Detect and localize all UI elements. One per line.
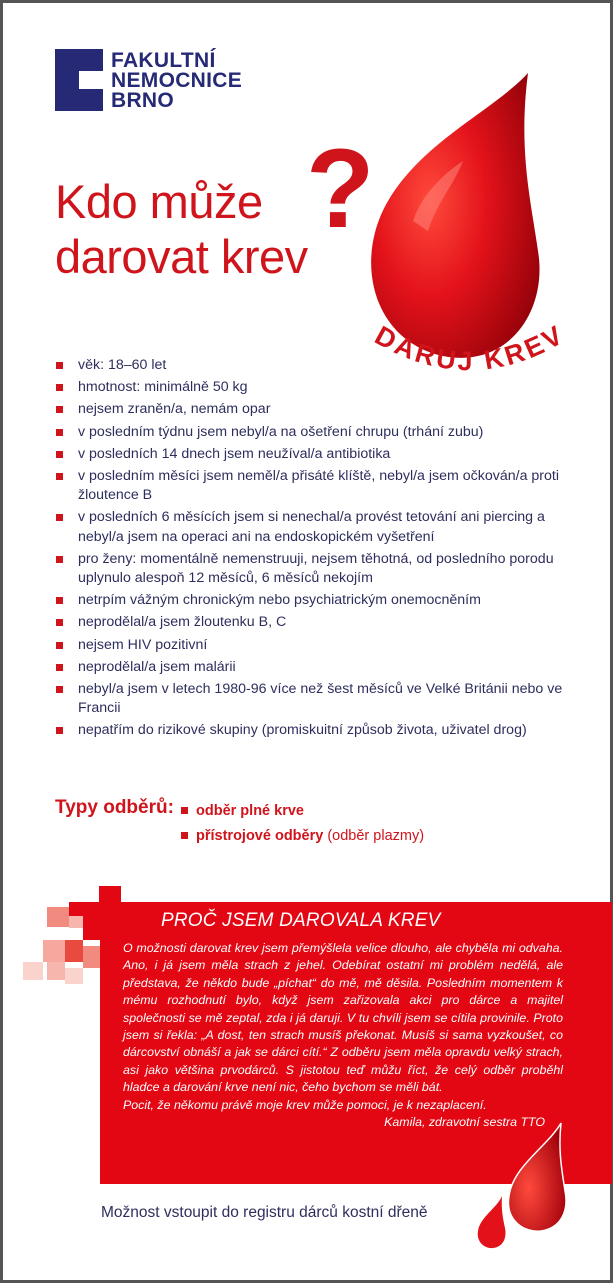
donor-story-text — [123, 940, 563, 1131]
hospital-name-line3: BRNO — [111, 89, 175, 112]
donation-type-apheresis — [180, 826, 424, 846]
hospital-logo-icon — [55, 49, 103, 111]
donation-type-apheresis-label: přístrojové odběry — [196, 828, 324, 844]
headline-line2: darovat krev — [55, 230, 308, 283]
criterion-weight: hmotnost: minimálně 50 kg — [55, 378, 575, 397]
criterion-women: pro ženy: momentálně nemenstruuji, nejsem těhotná, od posledního porodu uplynulo alespoň 12 měsíců, 6 měsíců nekojím — [55, 550, 575, 588]
donation-types-label: Typy odběrů: — [55, 797, 174, 818]
criterion-hepatitis: neprodělal/a jsem žloutenku B, C — [55, 613, 575, 632]
donor-story-title: PROČ JSEM DAROVALA KREV — [161, 910, 441, 931]
criterion-injury: nejsem zraněn/a, nemám opar — [55, 400, 575, 419]
eligibility-criteria-list — [55, 356, 575, 744]
donor-story-signature: Kamila, zdravotní sestra TTO — [384, 1115, 545, 1130]
daruj-krev-text: DARUJ KREV — [370, 318, 571, 377]
criterion-tattoo: v posledních 6 měsících jsem si nenechal/a provést tetování ani piercing a nebyl/a jsem na operaci ani na endoskopickém vyšetření — [55, 508, 575, 546]
donation-types-list — [180, 801, 424, 851]
hospital-name-line1: FAKULTNÍ — [111, 49, 216, 72]
donation-type-apheresis-note: (odběr plazmy) — [323, 828, 425, 844]
criterion-malaria: neprodělal/a jsem malárii — [55, 658, 575, 677]
donation-type-whole-blood-label: odběr plné krve — [196, 803, 304, 819]
criterion-chronic: netrpím vážným chronickým nebo psychiatrickým onemocněním — [55, 591, 575, 610]
hospital-name-line2: NEMOCNICE — [111, 69, 243, 92]
criterion-risk-group: nepatřím do rizikové skupiny (promiskuitní způsob života, uživatel drog) — [55, 721, 575, 740]
criterion-dental: v posledním týdnu jsem nebyl/a na ošetření chrupu (trhání zubu) — [55, 423, 575, 442]
criterion-uk-france: nebyl/a jsem v letech 1980-96 více než šest měsíců ve Velké Británii nebo ve Francii — [55, 680, 575, 718]
question-mark: ? — [306, 126, 375, 251]
criterion-age: věk: 18–60 let — [55, 356, 575, 375]
donation-type-whole-blood — [180, 801, 424, 821]
headline-line1: Kdo může — [55, 175, 263, 228]
bone-marrow-registry-note: Možnost vstoupit do registru dárců kostní dřeně — [101, 1204, 428, 1221]
criterion-tick: v posledním měsíci jsem neměl/a přisáté klíště, nebyl/a jsem očkován/a proti žloutence B — [55, 467, 575, 505]
criterion-hiv: nejsem HIV pozitivní — [55, 636, 575, 655]
donor-story-closing: Pocit, že někomu právě moje krev může pomoci, je k nezaplacení. — [123, 1097, 487, 1112]
criterion-antibiotics: v posledních 14 dnech jsem neužíval/a antibiotika — [55, 445, 575, 464]
donor-story-body: O možnosti darovat krev jsem přemýšlela velice dlouho, ale chyběla mi odvaha. Ano, i já jsem měla strach z jehel. Odebírat ostatní mi problém nedělá, ale představa, že někdo bude „píchat“ do mě, mě děsila. Posledním momentem k mému rozhodnutí bylo, když jsem zařizovala akci pro dárce a majitel společnosti se mě zeptal, zda i já daruji. V tu chvíli jsem se cítila provinile. Proto jsem si řekla: „A dost, ten strach musíš překonat. Musíš si sama vyzkoušet, co dárcovství obnáší a jak se dárci cítí.“ Z odběru jsem měla opravdu velký strach, asi jako většina prvodárců. S jistotou teď můžu říct, že celý odběr proběhl hladce a darování krve není nic, čeho bychom se měli bát. — [123, 941, 563, 1095]
small-blood-drop-icon — [503, 1121, 569, 1233]
hospital-name — [111, 51, 242, 111]
tiny-blood-drop-icon — [475, 1195, 507, 1249]
